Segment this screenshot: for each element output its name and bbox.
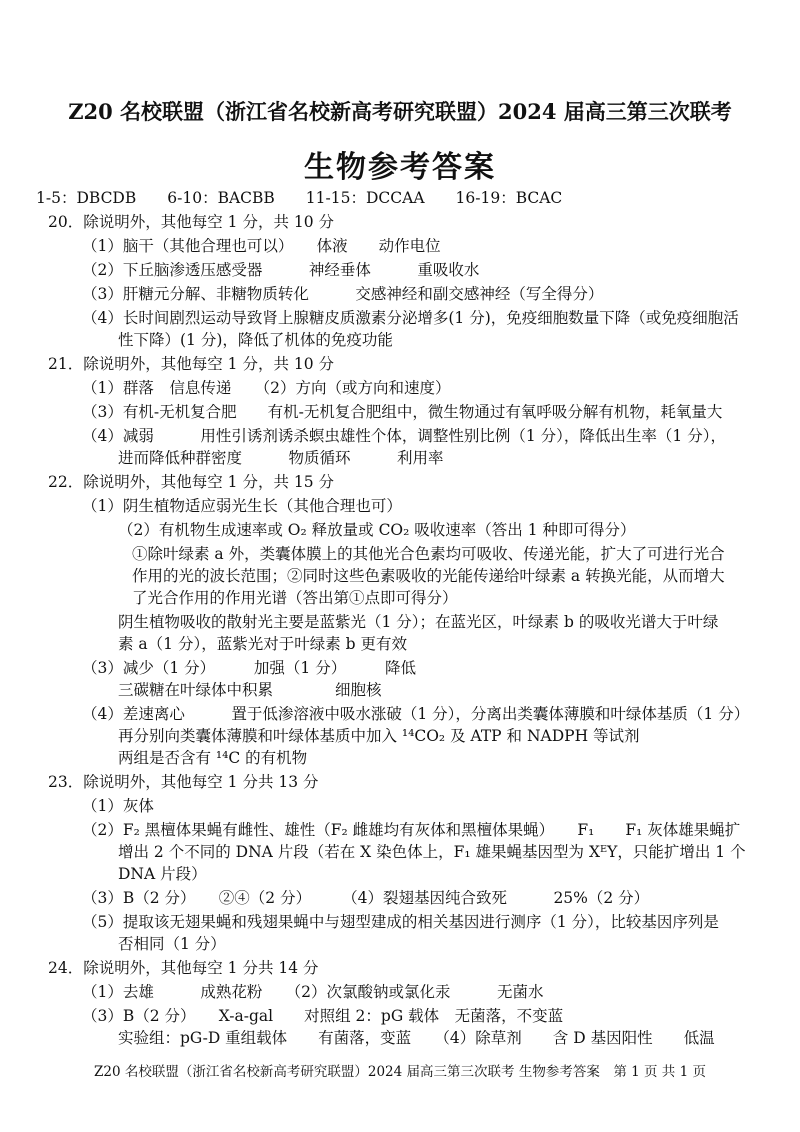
answer-line: 否相同（1 分） [118, 935, 226, 953]
answer-line: （1）脑干（其他合理也可以） 体液 动作电位 [82, 237, 441, 255]
answer-line: 作用的光的波长范围；②同时这些色素吸收的光能传递给叶绿素 a 转换光能，从而增大 [132, 567, 725, 585]
answer-line: （1）灰体 [82, 797, 154, 815]
answer-line: 了光合作用的作用光谱（答出第①点即可得分） [132, 589, 458, 607]
answer-line: 24．除说明外，其他每空 1 分共 14 分 [48, 959, 319, 977]
answer-line: 1-5：DBCDB 6-10：BACBB 11-15：DCCAA 16-19：BCAC [36, 189, 563, 207]
answer-line: （4）差速离心 置于低渗溶液中吸水涨破（1 分），分离出类囊体薄膜和叶绿体基质（1 分） [82, 705, 750, 723]
answer-line: （3）B（2 分） ②④（2 分） （4）裂翅基因纯合致死 25%（2 分） [82, 889, 650, 907]
answer-line: （1）阴生植物适应弱光生长（其他合理也可） [82, 497, 402, 515]
answer-line: 23．除说明外，其他每空 1 分共 13 分 [48, 773, 319, 791]
answer-line: 20．除说明外，其他每空 1 分，共 10 分 [48, 213, 335, 231]
page-footer: Z20 名校联盟（浙江省名校新高考研究联盟）2024 届高三第三次联考 生物参考答案 第 1 页 共 1 页 [94, 1064, 706, 1080]
answer-line: （1）群落 信息传递 （2）方向（或方向和速度） [82, 379, 451, 397]
answer-line: 22．除说明外，其他每空 1 分，共 15 分 [48, 473, 335, 491]
answer-line: （2）有机物生成速率或 O₂ 释放量或 CO₂ 吸收速率（答出 1 种即可得分） [118, 521, 636, 539]
answer-line: （1）去雄 成熟花粉 （2）次氯酸钠或氯化汞 无菌水 [82, 983, 544, 1001]
answer-line: （4）长时间剧烈运动导致肾上腺糖皮质激素分泌增多(1 分)，免疫细胞数量下降（或免疫细胞活 [82, 309, 739, 327]
document-title: Z20 名校联盟（浙江省名校新高考研究联盟）2024 届高三第三次联考 [68, 99, 732, 124]
answer-line: 增出 2 个不同的 DNA 片段（若在 X 染色体上，F₁ 雄果蝇基因型为 XᴱY，只能扩增出 1 个 [118, 843, 746, 861]
answer-line: 阴生植物吸收的散射光主要是蓝紫光（1 分）；在蓝光区，叶绿素 b 的吸收光谱大于叶绿 [118, 613, 719, 631]
answer-line: 素 a（1 分），蓝紫光对于叶绿素 b 更有效 [118, 635, 407, 653]
answer-line: （3）B（2 分） X-a-gal 对照组 2：pG 载体 无菌落，不变蓝 [82, 1007, 564, 1025]
answer-line: （3）减少（1 分） 加强（1 分） 降低 [82, 659, 416, 677]
answer-line: （3）有机-无机复合肥 有机-无机复合肥组中，微生物通过有氧呼吸分解有机物，耗氧量大 [82, 403, 723, 421]
answer-line: 进而降低种群密度 物质循环 利用率 [118, 449, 444, 467]
answer-line: 两组是否含有 ¹⁴C 的有机物 [118, 749, 308, 767]
answer-line: 性下降）(1 分)，降低了机体的免疫功能 [118, 331, 393, 349]
answer-line: （3）肝糖元分解、非糖物质转化 交感神经和副交感神经（写全得分） [82, 285, 604, 303]
answer-line: （2）下丘脑渗透压感受器 神经垂体 重吸收水 [82, 261, 480, 279]
answer-line: （5）提取该无翅果蝇和残翅果蝇中与翅型建成的相关基因进行测序（1 分），比较基因序列是 [82, 913, 719, 931]
answer-line: 三碳糖在叶绿体中积累 细胞核 [118, 681, 382, 699]
answer-line: 实验组：pG-D 重组载体 有菌落，变蓝 （4）除草剂 含 D 基因阳性 低温 [118, 1029, 715, 1047]
answer-line: 21．除说明外，其他每空 1 分，共 10 分 [48, 355, 335, 373]
answer-line: （4）减弱 用性引诱剂诱杀螟虫雄性个体，调整性别比例（1 分），降低出生率（1 分）， [82, 427, 726, 445]
answer-line: 再分别向类囊体薄膜和叶绿体基质中加入 ¹⁴CO₂ 及 ATP 和 NADPH 等试剂 [118, 727, 640, 745]
document-subtitle: 生物参考答案 [304, 150, 496, 185]
answer-line: DNA 片段） [118, 865, 207, 883]
answer-line: （2）F₂ 黑檀体果蝇有雌性、雄性（F₂ 雌雄均有灰体和黑檀体果蝇） F₁ F₁ 灰体雄果蝇扩 [82, 821, 741, 839]
answer-line: ①除叶绿素 a 外，类囊体膜上的其他光合色素均可吸收、传递光能，扩大了可进行光合 [132, 545, 725, 563]
